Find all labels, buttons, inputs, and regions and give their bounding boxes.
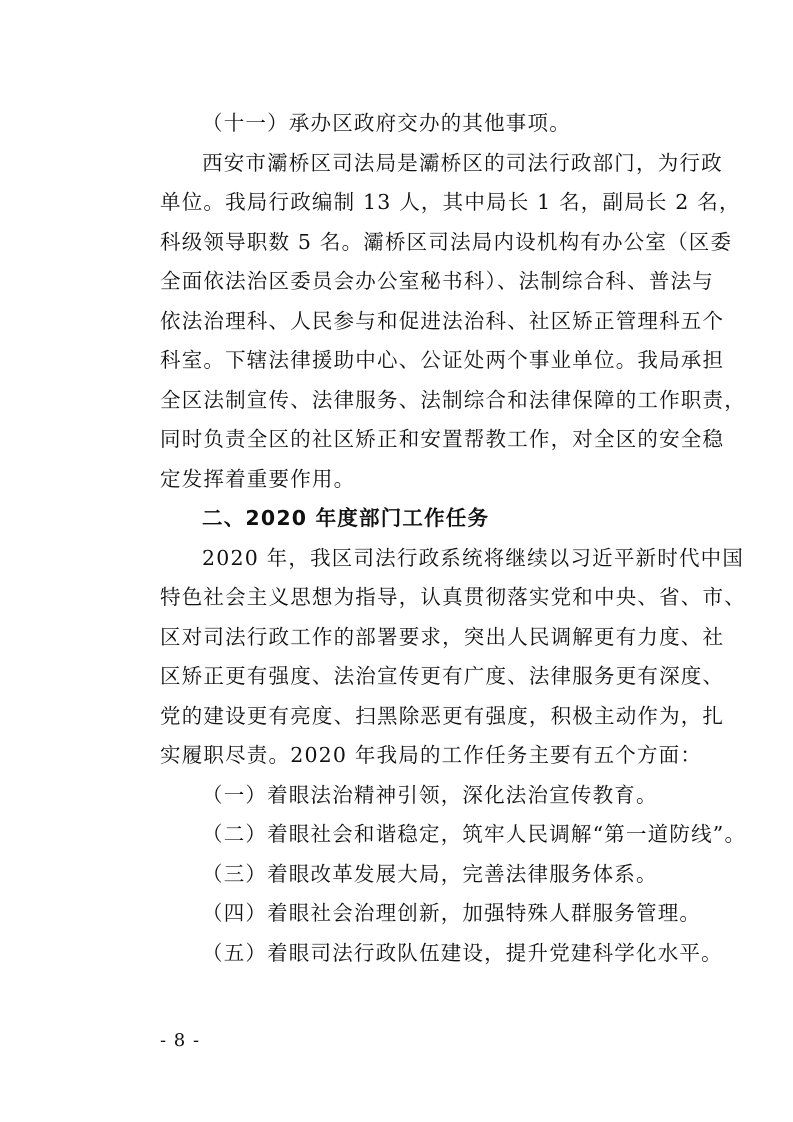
paragraph-line: 区对司法行政工作的部署要求，突出人民调解更有力度、社	[160, 624, 725, 649]
document-body	[160, 104, 747, 973]
paragraph-line: 科室。下辖法律援助中心、公证处两个事业单位。我局承担	[160, 348, 725, 372]
page-number: - 8 -	[160, 1030, 201, 1051]
paragraph-line: 同时负责全区的社区矫正和安置帮教工作，对全区的安全稳	[160, 427, 725, 451]
paragraph-line: 依法治理科、人民参与和促进法治科、社区矫正管理科五个	[160, 308, 725, 333]
task-item-3: （三）着眼改革发展大局，完善法律服务体系。	[202, 861, 658, 886]
paragraph-line: 西安市灞桥区司法局是灞桥区的司法行政部门，为行政	[202, 150, 723, 175]
task-item-5: （五）着眼司法行政队伍建设，提升党建科学化水平。	[202, 940, 723, 965]
paragraph-line: 全区法制宣传、法律服务、法制综合和法律保障的工作职责，	[160, 387, 746, 412]
task-item-2: （二）着眼社会和谐稳定，筑牢人民调解“第一道防线”。	[202, 822, 747, 846]
paragraph-line: 全面依法治区委员会办公室秘书科）、法制综合科、普法与	[160, 269, 714, 293]
paragraph-line: 区矫正更有强度、法治宣传更有广度、法律服务更有深度、	[160, 664, 725, 688]
paragraph-line-item-11: （十一）承办区政府交办的其他事项。	[202, 111, 571, 135]
paragraph-line: 党的建设更有亮度、扫黑除恶更有强度，积极主动作为，扎	[160, 703, 725, 728]
paragraph-line: 实履职尽责。2020 年我局的工作任务主要有五个方面：	[160, 743, 703, 767]
task-item-4: （四）着眼社会治理创新，加强特殊人群服务管理。	[202, 901, 702, 925]
paragraph-line: 定发挥着重要作用。	[160, 466, 356, 491]
section-heading: 二、2020 年度部门工作任务	[202, 506, 490, 530]
task-item-1: （一）着眼法治精神引领，深化法治宣传教育。	[202, 782, 658, 807]
paragraph-line: 2020 年，我区司法行政系统将继续以习近平新时代中国	[202, 545, 745, 570]
paragraph-line: 特色社会主义思想为指导，认真贯彻落实党和中央、省、市、	[160, 585, 746, 609]
paragraph-line: 单位。我局行政编制 13 人，其中局长 1 名，副局长 2 名，	[160, 190, 741, 214]
paragraph-line: 科级领导职数 5 名。灞桥区司法局内设机构有办公室（区委	[160, 229, 733, 254]
